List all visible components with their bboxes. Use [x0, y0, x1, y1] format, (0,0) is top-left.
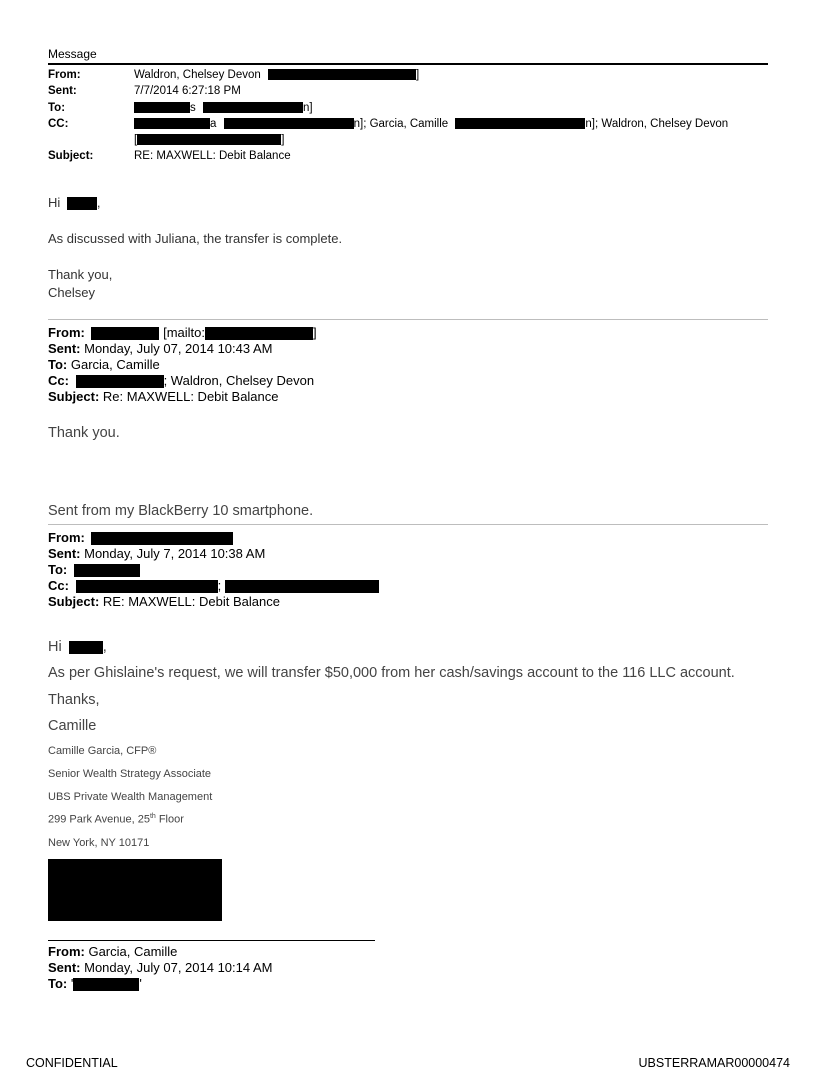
redaction-box: [91, 327, 159, 340]
separator: [48, 524, 768, 525]
greeting: Hi: [48, 195, 61, 210]
quote1-cc-label: Cc:: [48, 373, 69, 388]
quote1-from-label: From:: [48, 325, 85, 340]
redaction-box: [455, 118, 585, 129]
message-body: As discussed with Juliana, the transfer is complete.: [48, 231, 343, 246]
cc-part1: n]; Garcia, Camille: [353, 118, 449, 130]
signature-address-post: Floor: [155, 813, 184, 826]
quote1-to-row: [48, 357, 160, 372]
quote2-greeting: Hi: [48, 639, 62, 655]
cc-continuation: [134, 134, 284, 146]
header-rule: [48, 63, 768, 65]
quote2-to-row: [48, 562, 140, 577]
quote2-greeting-line: [48, 639, 107, 655]
redaction-box: [225, 580, 379, 593]
quote2-subject-label: Subject:: [48, 594, 100, 609]
subject-label: Subject:: [48, 150, 94, 162]
quote3-from-label: From:: [48, 944, 85, 959]
quote1-to-label: To:: [48, 357, 68, 372]
quote3-sent-value: Monday, July 07, 2014 10:14 AM: [84, 960, 273, 975]
quote3-from-row: [48, 944, 177, 959]
to-close: n]: [302, 102, 313, 114]
cc-value-row: [134, 118, 728, 130]
redaction-box: [69, 641, 103, 654]
quote2-sent-value: Monday, July 7, 2014 10:38 AM: [84, 546, 266, 561]
message-title: Message: [48, 47, 97, 61]
quote2-from-row: [48, 530, 233, 545]
signature-address-pre: 299 Park Avenue, 25: [48, 813, 150, 826]
quote2-to-label: To:: [48, 562, 68, 577]
quote1-subject-label: Subject:: [48, 389, 100, 404]
redaction-box: [137, 134, 281, 145]
quote3-from-value: Garcia, Camille: [88, 944, 178, 959]
quote2-cc-label: Cc:: [48, 578, 69, 593]
cc-cont-close: ]: [281, 134, 285, 146]
quote1-sent-value: Monday, July 07, 2014 10:43 AM: [84, 341, 273, 356]
redaction-box: [48, 859, 222, 921]
quote2-subject-value: RE: MAXWELL: Debit Balance: [102, 594, 280, 609]
redaction-box: [76, 580, 218, 593]
cc-label: CC:: [48, 118, 69, 130]
signature-company: UBS Private Wealth Management: [48, 791, 213, 803]
quote2-sent-row: [48, 546, 265, 561]
quote3-sent-label: Sent:: [48, 960, 81, 975]
quote2-sent-label: Sent:: [48, 546, 81, 561]
quote1-body: Thank you.: [48, 425, 120, 441]
quote2-thanks: Thanks,: [48, 692, 100, 708]
quote2-greeting-comma: ,: [102, 639, 107, 655]
quote1-from-row: [48, 325, 317, 340]
redaction-box: [268, 69, 416, 80]
quote3-to-quote-open: ': [70, 976, 74, 991]
quote1-sent-label: Sent:: [48, 341, 81, 356]
signature-address: [48, 813, 184, 826]
subject-value: RE: MAXWELL: Debit Balance: [134, 150, 291, 162]
signature-address-sup: th: [149, 813, 156, 820]
redaction-box: [224, 118, 354, 129]
closing-name: Chelsey: [48, 285, 95, 300]
from-close: ]: [415, 69, 420, 81]
redaction-box: [67, 197, 97, 210]
sent-label: Sent:: [48, 85, 77, 97]
quote3-to-row: [48, 976, 142, 991]
footer-confidential: CONFIDENTIAL: [26, 1056, 118, 1070]
signature-city: New York, NY 10171: [48, 837, 150, 849]
to-label: To:: [48, 102, 66, 114]
quote2-body: As per Ghislaine's request, we will transfer $50,000 from her cash/savings account to the 116 LLC account.: [48, 665, 735, 681]
cc-a: a: [210, 118, 217, 130]
redaction-box: [134, 102, 190, 113]
quote1-subject-row: [48, 389, 279, 404]
separator: [48, 319, 768, 320]
redaction-box: [74, 564, 140, 577]
to-value-row: [134, 102, 313, 114]
quote1-sent-row: [48, 341, 273, 356]
redaction-box: [70, 976, 142, 991]
redaction-box: [203, 102, 303, 113]
sent-value: 7/7/2014 6:27:18 PM: [134, 85, 241, 97]
greeting-comma: ,: [96, 195, 101, 210]
quote1-subject-value: Re: MAXWELL: Debit Balance: [102, 389, 279, 404]
quote2-subject-row: [48, 594, 280, 609]
quote3-sent-row: [48, 960, 273, 975]
redaction-box: [134, 118, 210, 129]
quote1-signature: Sent from my BlackBerry 10 smartphone.: [48, 503, 314, 519]
redaction-box: [205, 327, 313, 340]
quote2-name: Camille: [48, 718, 97, 734]
quote3-to-quote-close: ': [139, 976, 142, 991]
quote2-cc-row: [48, 578, 379, 593]
signature-title: Senior Wealth Strategy Associate: [48, 768, 212, 780]
quote1-cc-value: ; Waldron, Chelsey Devon: [163, 373, 315, 388]
quote1-to-value: Garcia, Camille: [70, 357, 160, 372]
signature-name: Camille Garcia, CFP®: [48, 745, 157, 757]
quote3-to-label: To:: [48, 976, 68, 991]
closing-thanks: Thank you,: [48, 267, 113, 282]
quote2-from-label: From:: [48, 530, 85, 545]
footer-bates-number: UBSTERRAMAR00000474: [638, 1056, 790, 1070]
separator-short: [48, 940, 375, 941]
cc-part2: n]; Waldron, Chelsey Devon: [585, 118, 729, 130]
quote1-mailto-close: ]: [313, 325, 317, 340]
redaction-box: [91, 532, 233, 545]
from-value: Waldron, Chelsey Devon: [134, 69, 261, 81]
quote1-cc-row: [48, 373, 314, 388]
quote1-mailto: [mailto:: [163, 325, 205, 340]
from-value-row: [134, 69, 419, 81]
cc-cont-open: [: [134, 134, 138, 146]
greeting-line: [48, 195, 101, 210]
to-s: s: [190, 102, 196, 114]
quote2-cc-sep: ;: [217, 578, 222, 593]
redaction-box: [76, 375, 164, 388]
from-label: From:: [48, 69, 81, 81]
